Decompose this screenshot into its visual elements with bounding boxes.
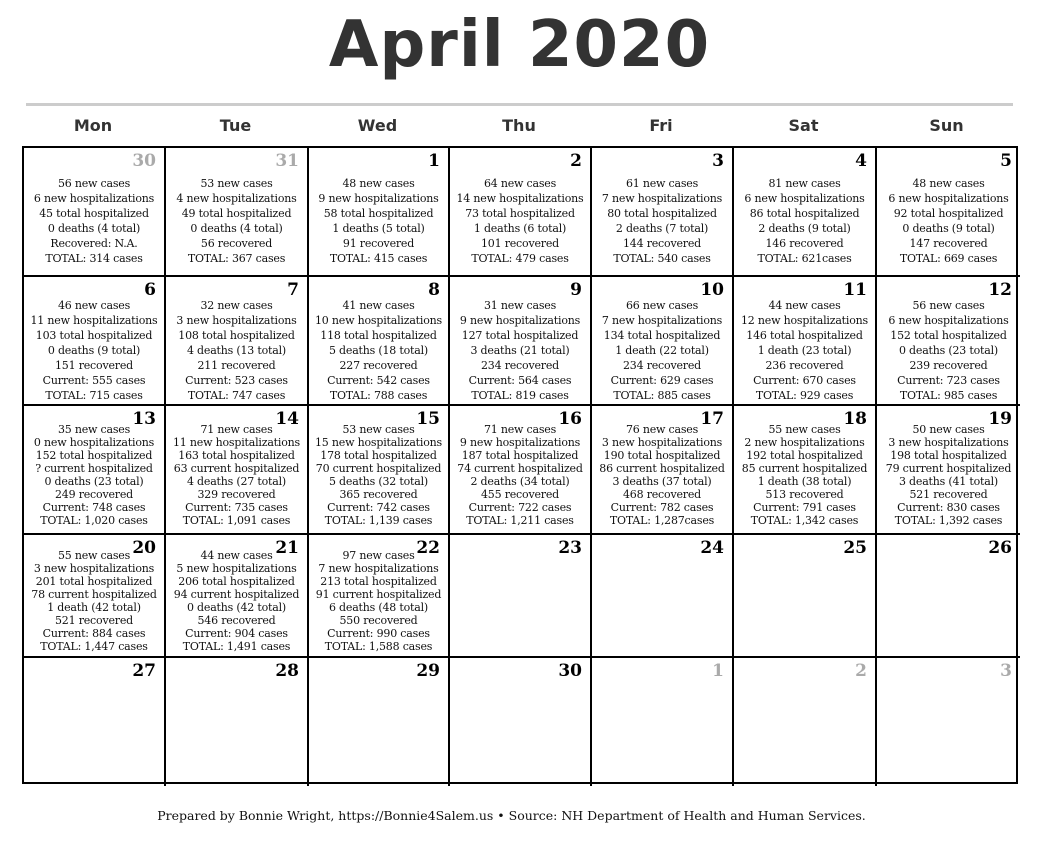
stat-line: 0 deaths (9 total) [47,344,141,357]
stat-line: 61 new cases [625,177,699,190]
calendar-day-cell [734,658,877,786]
stat-line: 144 recovered [623,237,701,250]
stat-line: 32 new cases [200,299,273,312]
calendar-day-cell [734,535,877,658]
stat-line: 1 death (22 total) [615,344,709,357]
title-divider [26,103,1013,106]
day-stats [309,423,448,527]
stat-line: 521 recovered [55,614,133,627]
calendar-day-cell [166,658,309,786]
calendar-day-cell [592,277,734,406]
day-stats [450,176,590,266]
calendar-day-cell [450,535,592,658]
calendar-day-cell [166,277,309,406]
stat-line: Current: 523 cases [185,374,288,387]
stat-line: 11 new hospitalizations [30,314,158,327]
day-number: 2 [855,661,867,681]
stat-line: 101 recovered [481,237,559,250]
calendar-day-cell [592,406,734,535]
weekday-header-row [22,116,1018,138]
stat-line: 55 new cases [57,549,131,562]
stat-line: 2 new hospitalizations [744,436,865,449]
weekday-label: Sat [788,116,819,135]
stat-line: 5 deaths (32 total) [328,475,429,488]
stat-line: 0 new hospitalizations [33,436,155,449]
stat-line: 455 recovered [481,488,559,501]
stat-line: 10 new hospitalizations [315,314,442,327]
day-number: 5 [1000,151,1012,171]
day-stats [734,176,875,266]
stat-line: TOTAL: 1,091 cases [182,514,291,527]
stat-line: 44 new cases [200,549,273,562]
stat-line: 201 total hospitalized [35,575,153,588]
stat-line: TOTAL: 1,211 cases [466,514,574,527]
stat-line: 91 current hospitalized [315,588,442,601]
weekday-label: Wed [357,116,398,135]
calendar-day-cell [734,406,877,535]
calendar-day-cell [877,535,1020,658]
stat-line: TOTAL: 985 cases [899,389,998,402]
stat-line: 2 deaths (7 total) [615,222,709,235]
day-number: 26 [988,538,1012,558]
weekday-label: Thu [502,116,536,135]
stat-line: 71 new cases [200,423,273,436]
stat-line: 85 current hospitalized [741,462,868,475]
stat-line: 1 death (23 total) [757,344,852,357]
stat-line: TOTAL: 479 cases [471,252,569,265]
stat-line: 3 deaths (37 total) [612,475,712,488]
stat-line: 97 new cases [342,549,415,562]
stat-line: 118 total hospitalized [320,329,437,342]
calendar-day-cell [309,535,450,658]
stat-line: 1 deaths (6 total) [473,222,567,235]
stat-line: 50 new cases [912,423,985,436]
page-title: April 2020 [328,8,711,82]
stat-line: 41 new cases [342,299,415,312]
stat-line: 236 recovered [765,359,844,372]
day-number: 6 [144,280,156,300]
stat-line: 0 deaths (4 total) [190,222,283,235]
stat-line: 86 total hospitalized [749,207,860,220]
day-number: 19 [988,409,1012,429]
stat-line: 249 recovered [55,488,133,501]
stat-line: 45 total hospitalized [39,207,149,220]
stat-line: Recovered: N.A. [50,237,138,250]
stat-line: 178 total hospitalized [320,449,437,462]
stat-line: Current: 629 cases [610,374,714,387]
stat-line: 151 recovered [55,359,133,372]
day-number: 3 [712,151,724,171]
stat-line: 53 new cases [200,177,273,190]
stat-line: 0 deaths (4 total) [47,222,141,235]
day-stats [309,176,448,266]
calendar-day-cell [166,535,309,658]
stat-line: 1 death (42 total) [47,601,141,614]
stat-line: 152 total hospitalized [35,449,153,462]
stat-line: 134 total hospitalized [603,329,721,342]
calendar-day-cell [734,148,877,277]
stat-line: Current: 670 cases [753,374,856,387]
stat-line: 5 new hospitalizations [176,562,297,575]
stat-line: 48 new cases [342,177,415,190]
stat-line: 81 new cases [768,177,841,190]
day-number: 2 [570,151,582,171]
stat-line: TOTAL: 1,139 cases [324,514,433,527]
stat-line: TOTAL: 367 cases [187,252,286,265]
stat-line: 56 new cases [57,177,131,190]
day-number: 25 [843,538,867,558]
day-number: 30 [558,661,582,681]
stat-line: 2 deaths (9 total) [758,222,851,235]
stat-line: 74 current hospitalized [457,462,583,475]
day-stats [877,298,1020,403]
calendar-day-cell [592,148,734,277]
stat-line: Current: 990 cases [327,627,430,640]
calendar-day-cell [877,148,1020,277]
stat-line: 0 deaths (9 total) [902,222,995,235]
stat-line: 513 recovered [765,488,844,501]
stat-line: 53 new cases [342,423,415,436]
stat-line: 108 total hospitalized [178,329,295,342]
stat-line: Current: 904 cases [185,627,288,640]
stat-line: TOTAL: 1,342 cases [750,514,859,527]
calendar-day-cell [24,406,166,535]
day-number: 10 [700,280,724,300]
day-stats [166,423,307,527]
stat-line: Current: 555 cases [42,374,146,387]
stat-line: 365 recovered [339,488,418,501]
stat-line: 3 deaths (41 total) [898,475,999,488]
day-number: 13 [132,409,156,429]
stat-line: TOTAL: 747 cases [187,389,286,402]
stat-line: Current: 723 cases [897,374,1000,387]
stat-line: 468 recovered [623,488,701,501]
stat-line: 56 recovered [200,237,273,250]
stat-line: 234 recovered [481,359,559,372]
stat-line: 70 current hospitalized [315,462,442,475]
stat-line: 546 recovered [197,614,276,627]
stat-line: 55 new cases [768,423,841,436]
stat-line: 239 recovered [909,359,988,372]
stat-line: 6 new hospitalizations [888,192,1009,205]
stat-line: 192 total hospitalized [746,449,863,462]
stat-line: 48 new cases [912,177,985,190]
calendar-day-cell [309,277,450,406]
stat-line: 15 new hospitalizations [315,436,442,449]
stat-line: 1 death (38 total) [757,475,852,488]
stat-line: 163 total hospitalized [178,449,295,462]
day-stats [877,423,1020,527]
stat-line: 3 new hospitalizations [33,562,155,575]
stat-line: TOTAL: 1,588 cases [324,640,433,653]
calendar-day-cell [877,406,1020,535]
stat-line: 2 deaths (34 total) [470,475,570,488]
stat-line: 5 deaths (18 total) [328,344,429,357]
stat-line: TOTAL: 1,491 cases [182,640,291,653]
day-stats [450,423,590,527]
stat-line: 94 current hospitalized [173,588,300,601]
calendar-day-cell [166,406,309,535]
day-stats [309,549,448,653]
day-number: 18 [843,409,867,429]
stat-line: 12 new hospitalizations [741,314,868,327]
day-number: 14 [275,409,299,429]
stat-line: 152 total hospitalized [890,329,1007,342]
stat-line: TOTAL: 621cases [757,252,852,265]
stat-line: 58 total hospitalized [323,207,434,220]
calendar-day-cell [450,148,592,277]
calendar-day-cell [592,535,734,658]
stat-line: 9 new hospitalizations [459,436,581,449]
stat-line: 211 recovered [197,359,276,372]
calendar-day-cell [734,277,877,406]
stat-line: 4 new hospitalizations [176,192,297,205]
stat-line: 213 total hospitalized [320,575,437,588]
stat-line: 9 new hospitalizations [459,314,581,327]
stat-line: Current: 742 cases [327,501,430,514]
stat-line: 78 current hospitalized [31,588,157,601]
day-stats [166,298,307,403]
day-stats [24,423,164,527]
day-number: 31 [275,151,299,171]
stat-line: 66 new cases [625,299,699,312]
day-number: 29 [416,661,440,681]
day-number: 22 [416,538,440,558]
calendar-day-cell [24,535,166,658]
stat-line: 103 total hospitalized [35,329,153,342]
stat-line: 329 recovered [197,488,276,501]
stat-line: 91 recovered [342,237,415,250]
weekday-label: Fri [649,116,673,135]
stat-line: TOTAL: 715 cases [45,389,143,402]
calendar-day-cell [24,148,166,277]
day-stats [166,549,307,653]
stat-line: 63 current hospitalized [173,462,300,475]
day-number: 21 [275,538,299,558]
stat-line: 0 deaths (23 total) [44,475,144,488]
day-number: 9 [570,280,582,300]
day-number: 11 [843,280,867,300]
stat-line: 64 new cases [483,177,557,190]
day-stats [24,176,164,266]
day-number: 15 [416,409,440,429]
stat-line: 7 new hospitalizations [318,562,439,575]
stat-line: 227 recovered [339,359,418,372]
weekday-label: Mon [73,116,113,135]
day-number: 3 [1000,661,1012,681]
stat-line: 521 recovered [909,488,988,501]
stat-line: 3 new hospitalizations [888,436,1009,449]
stat-line: ? current hospitalized [35,462,153,475]
stat-line: 7 new hospitalizations [601,314,723,327]
stat-line: 0 deaths (42 total) [186,601,287,614]
stat-line: 56 new cases [912,299,985,312]
stat-line: Current: 830 cases [897,501,1000,514]
stat-line: 71 new cases [483,423,557,436]
day-number: 27 [132,661,156,681]
stat-line: Current: 884 cases [42,627,146,640]
day-stats [734,298,875,403]
stat-line: 76 new cases [625,423,699,436]
stat-line: 6 new hospitalizations [888,314,1009,327]
stat-line: 35 new cases [57,423,131,436]
source-footer: Prepared by Bonnie Wright, https://Bonnie4Salem.us • Source: NH Department of Health and Human Services. [157,808,866,823]
stat-line: Current: 542 cases [327,374,430,387]
stat-line: 49 total hospitalized [181,207,292,220]
day-number: 7 [287,280,299,300]
calendar-day-cell [166,148,309,277]
stat-line: 6 new hospitalizations [744,192,865,205]
calendar-day-cell [450,658,592,786]
stat-line: 3 new hospitalizations [601,436,723,449]
day-stats [450,298,590,403]
stat-line: TOTAL: 669 cases [899,252,998,265]
day-number: 4 [855,151,867,171]
calendar-day-cell [24,277,166,406]
stat-line: Current: 748 cases [42,501,146,514]
calendar-day-cell [309,148,450,277]
day-stats [24,298,164,403]
stat-line: TOTAL: 788 cases [329,389,428,402]
stat-line: 0 deaths (23 total) [898,344,999,357]
stat-line: TOTAL: 314 cases [45,252,143,265]
stat-line: TOTAL: 1,287cases [609,514,715,527]
day-stats [592,298,732,403]
stat-line: Current: 564 cases [468,374,572,387]
calendar-day-cell [877,277,1020,406]
day-number: 12 [988,280,1012,300]
stat-line: 146 recovered [765,237,844,250]
stat-line: 6 deaths (48 total) [328,601,429,614]
day-stats [592,423,732,527]
calendar-grid [22,146,1018,784]
stat-line: 234 recovered [623,359,701,372]
stat-line: Current: 722 cases [468,501,572,514]
day-stats [734,423,875,527]
stat-line: TOTAL: 885 cases [613,389,711,402]
calendar-day-cell [592,658,734,786]
day-stats [166,176,307,266]
stat-line: Current: 791 cases [753,501,856,514]
day-stats [24,549,164,653]
stat-line: TOTAL: 819 cases [471,389,569,402]
day-number: 17 [700,409,724,429]
stat-line: 92 total hospitalized [893,207,1004,220]
calendar-day-cell [450,277,592,406]
calendar-day-cell [309,658,450,786]
day-number: 30 [132,151,156,171]
stat-line: 187 total hospitalized [461,449,579,462]
stat-line: 7 new hospitalizations [601,192,723,205]
stat-line: 73 total hospitalized [465,207,575,220]
stat-line: 9 new hospitalizations [318,192,439,205]
stat-line: 80 total hospitalized [607,207,717,220]
day-number: 28 [275,661,299,681]
calendar-day-cell [450,406,592,535]
stat-line: 86 current hospitalized [599,462,725,475]
stat-line: 146 total hospitalized [746,329,863,342]
stat-line: 3 new hospitalizations [176,314,297,327]
day-number: 8 [428,280,440,300]
stat-line: 190 total hospitalized [603,449,721,462]
day-stats [309,298,448,403]
calendar-day-cell [309,406,450,535]
stat-line: Current: 735 cases [185,501,288,514]
day-number: 20 [132,538,156,558]
stat-line: 6 new hospitalizations [33,192,155,205]
day-stats [592,176,732,266]
stat-line: 206 total hospitalized [178,575,295,588]
stat-line: 127 total hospitalized [461,329,579,342]
stat-line: 198 total hospitalized [890,449,1007,462]
weekday-label: Tue [219,116,252,135]
stat-line: TOTAL: 1,447 cases [40,640,148,653]
stat-line: 4 deaths (27 total) [186,475,287,488]
day-number: 16 [558,409,582,429]
stat-line: Current: 782 cases [610,501,714,514]
stat-line: 79 current hospitalized [885,462,1012,475]
day-number: 23 [558,538,582,558]
stat-line: 44 new cases [768,299,841,312]
stat-line: TOTAL: 540 cases [613,252,711,265]
day-stats [877,176,1020,266]
stat-line: TOTAL: 1,392 cases [894,514,1003,527]
stat-line: 1 deaths (5 total) [332,222,425,235]
calendar-day-cell [24,658,166,786]
calendar-day-cell [877,658,1020,786]
stat-line: 14 new hospitalizations [456,192,584,205]
weekday-label: Sun [929,116,964,135]
day-number: 24 [700,538,724,558]
day-number: 1 [428,151,440,171]
stat-line: 4 deaths (13 total) [186,344,287,357]
stat-line: 46 new cases [57,299,131,312]
stat-line: 550 recovered [339,614,418,627]
stat-line: 3 deaths (21 total) [470,344,570,357]
stat-line: TOTAL: 1,020 cases [40,514,148,527]
stat-line: TOTAL: 929 cases [755,389,854,402]
day-number: 1 [712,661,724,681]
stat-line: TOTAL: 415 cases [329,252,428,265]
stat-line: 31 new cases [483,299,557,312]
stat-line: 11 new hospitalizations [173,436,300,449]
stat-line: 147 recovered [909,237,988,250]
